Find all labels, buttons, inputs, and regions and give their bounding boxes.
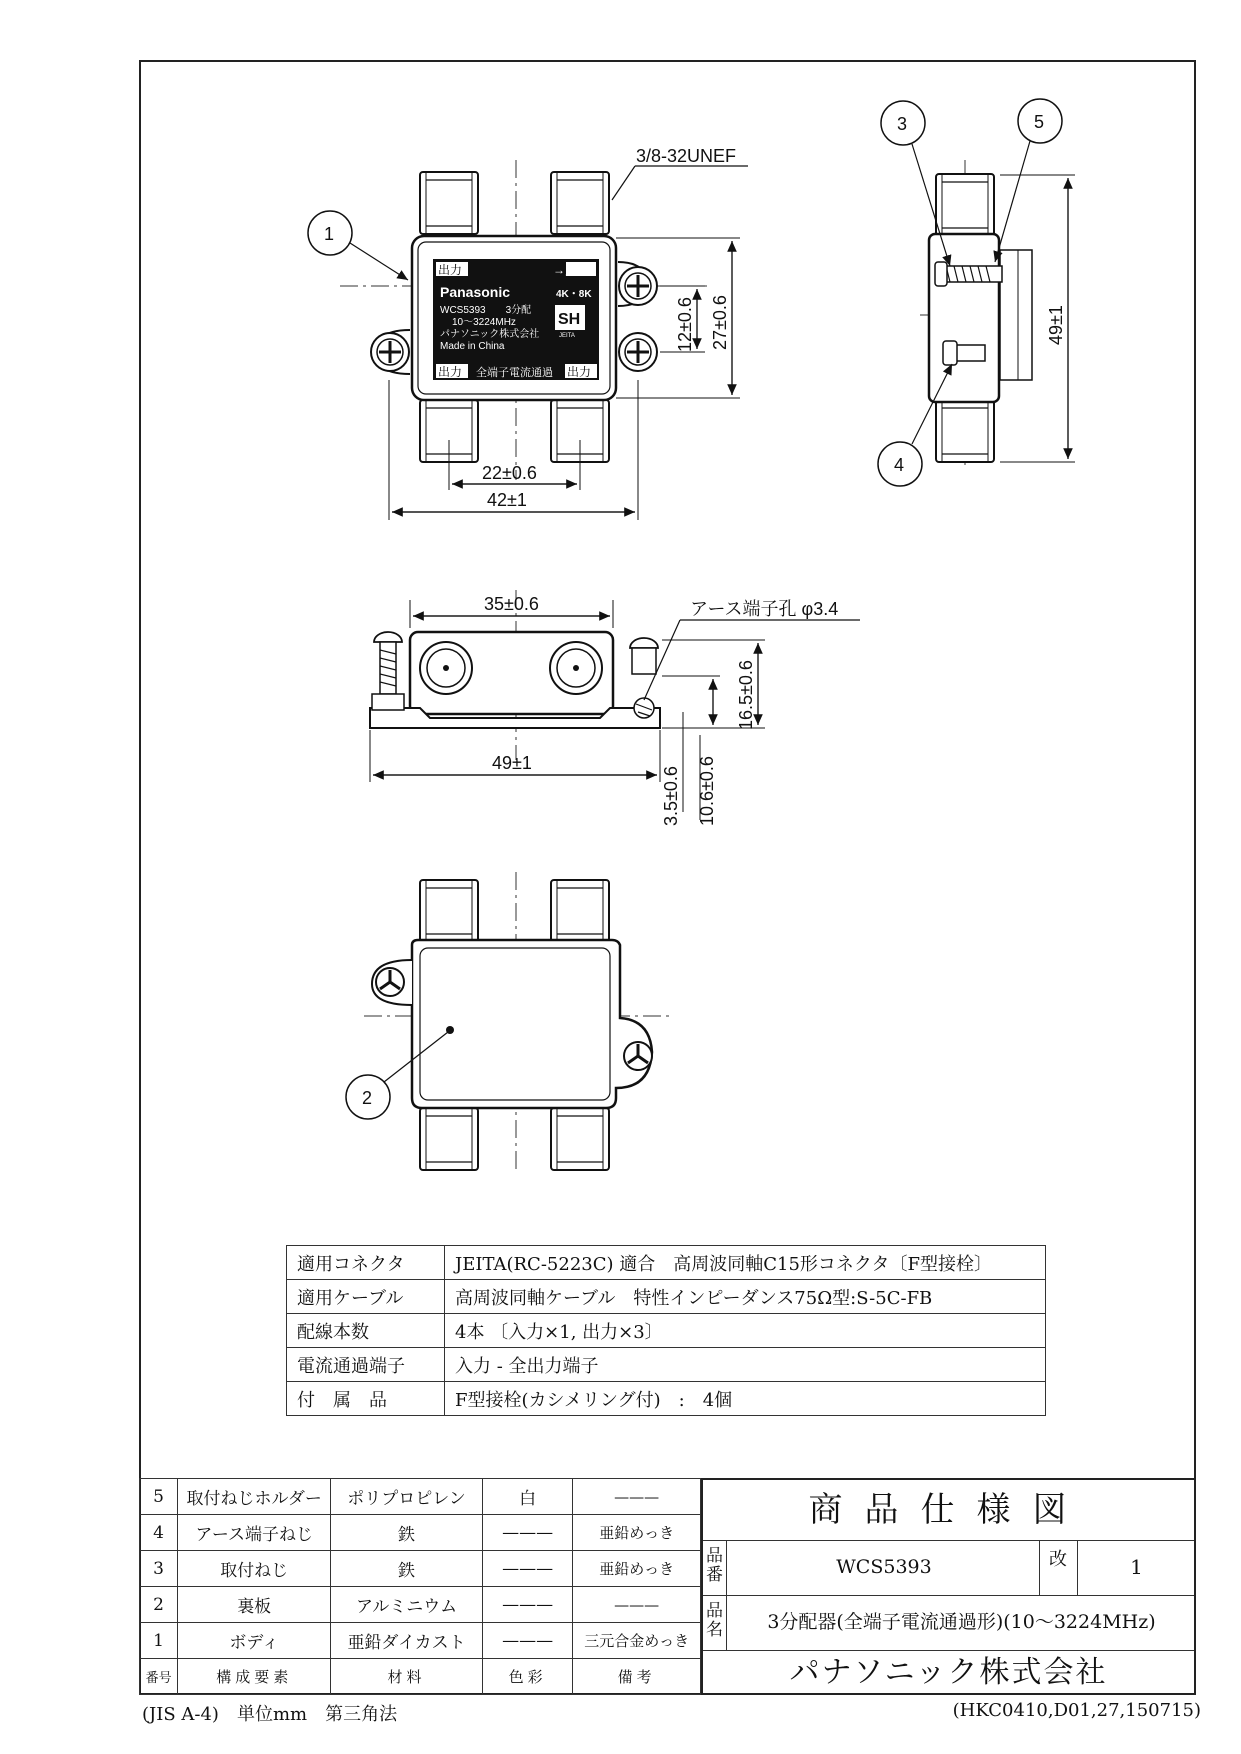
company-name: パナソニック株式会社 [789, 1655, 1108, 1690]
part-material: 鉄 [331, 1515, 483, 1551]
part-remark: ——— [573, 1587, 701, 1623]
spec-row [287, 1348, 1046, 1382]
parts-row [140, 1479, 701, 1515]
part-number-row [703, 1540, 1194, 1596]
maker-line: パナソニック株式会社 [440, 329, 540, 340]
part-material: 鉄 [331, 1551, 483, 1587]
earth-hole-label: アース端子孔 φ3.4 [690, 599, 839, 619]
title-block [701, 1478, 1196, 1695]
front-dim-49: 49±1 [492, 753, 532, 773]
spec-value: JEITA(RC-5223C) 適合 高周波同軸C15形コネクタ〔F型接栓〕 [445, 1246, 1046, 1280]
header-name: 構成要素 [178, 1659, 331, 1695]
spec-table [286, 1245, 1046, 1416]
parts-row [140, 1587, 701, 1623]
part-color: ——— [482, 1587, 573, 1623]
spec-row [287, 1382, 1046, 1416]
label-out-tl: 出力 [438, 263, 463, 277]
spec-value: 入力 - 全出力端子 [445, 1348, 1046, 1382]
model-line: WCS5393 3分配 [440, 305, 532, 316]
part-no-label: 品番 [703, 1540, 727, 1595]
spec-key: 適用ケーブル [287, 1280, 445, 1314]
revision-label: 改 [1039, 1540, 1078, 1595]
header-material: 材料 [331, 1659, 483, 1695]
origin-line: Made in China [440, 341, 505, 352]
part-remark: 亜鉛めっき [573, 1551, 701, 1587]
parts-row [140, 1551, 701, 1587]
spec-row [287, 1280, 1046, 1314]
freq-line: 10～3224MHz [452, 317, 516, 328]
brand-logo: Panasonic [440, 284, 511, 300]
bottom-view [346, 872, 670, 1172]
revision-value: 1 [1130, 1555, 1143, 1579]
part-no: 5 [140, 1479, 178, 1515]
front-dim-10-6: 10.6±0.6 [697, 756, 717, 826]
parts-row [140, 1515, 701, 1551]
jeita-mark: JEITA [559, 333, 575, 339]
dim-27: 27±0.6 [710, 295, 730, 350]
part-name: 取付ねじホルダー [178, 1479, 331, 1515]
front-view [370, 590, 860, 826]
parts-row [140, 1623, 701, 1659]
callout-4: 4 [894, 455, 905, 475]
front-dim-3-5: 3.5±0.6 [661, 766, 681, 826]
product-name: 3分配器(全端子電流通過形)(10～3224MHz) [767, 1611, 1156, 1633]
spec-value: 高周波同軸ケーブル 特性インピーダンス75Ω型:S-5C-FB [445, 1280, 1046, 1314]
part-name: 裏板 [178, 1587, 331, 1623]
header-remark: 備考 [573, 1659, 701, 1695]
part-name: ボディ [178, 1623, 331, 1659]
dim-42: 42±1 [487, 490, 527, 510]
spec-row [287, 1246, 1046, 1280]
part-remark: ——— [573, 1479, 701, 1515]
part-no: 1 [140, 1623, 178, 1659]
callout-3: 3 [897, 114, 908, 134]
label-out-bl: 出力 [438, 365, 463, 379]
dim-22: 22±0.6 [482, 463, 537, 483]
drawing-title: 商品仕様図 [703, 1480, 1194, 1541]
spec-key: 配線本数 [287, 1314, 445, 1348]
spec-row [287, 1314, 1046, 1348]
spec-key: 付 属 品 [287, 1382, 445, 1416]
part-material: 亜鉛ダイカスト [331, 1623, 483, 1659]
part-color: ——— [482, 1623, 573, 1659]
sh-mark: SH [558, 311, 581, 328]
part-no: 4 [140, 1515, 178, 1551]
part-remark: 亜鉛めっき [573, 1515, 701, 1551]
part-name: 取付ねじ [178, 1551, 331, 1587]
thread-spec: 3/8-32UNEF [636, 146, 737, 166]
spec-value: F型接栓(カシメリング付) : 4個 [445, 1382, 1046, 1416]
top-view [308, 146, 748, 520]
parts-header [140, 1659, 701, 1695]
callout-2: 2 [362, 1088, 373, 1108]
spec-key: 適用コネクタ [287, 1246, 445, 1280]
label-all-pass: 全端子電流通過 [476, 367, 553, 379]
spec-value: 4本 〔入力×1, 出力×3〕 [445, 1314, 1046, 1348]
part-material: アルミニウム [331, 1587, 483, 1623]
part-no: 3 [140, 1551, 178, 1587]
part-color: 白 [482, 1479, 573, 1515]
side-dim-49: 49±1 [1046, 305, 1066, 345]
part-no: 2 [140, 1587, 178, 1623]
part-remark: 三元合金めっき [573, 1623, 701, 1659]
footer-left: (JIS A-4) 単位mm 第三角法 [142, 1704, 398, 1725]
label-in: →入力 [553, 263, 590, 277]
parts-table [139, 1478, 701, 1695]
name-label: 品名 [703, 1595, 727, 1650]
part-number: WCS5393 [729, 1540, 1040, 1595]
header-color: 色彩 [482, 1659, 573, 1695]
dim-12: 12±0.6 [675, 297, 695, 352]
spec-key: 電流通過端子 [287, 1348, 445, 1382]
product-name-row [703, 1595, 1194, 1651]
front-dim-35: 35±0.6 [484, 594, 539, 614]
part-material: ポリプロピレン [331, 1479, 483, 1515]
header-no: 番号 [140, 1659, 178, 1695]
part-color: ——— [482, 1551, 573, 1587]
side-view [878, 99, 1075, 486]
part-color: ——— [482, 1515, 573, 1551]
front-dim-16-5: 16.5±0.6 [736, 660, 756, 730]
label-out-br: 出力 [567, 365, 592, 379]
part-name: アース端子ねじ [178, 1515, 331, 1551]
callout-5: 5 [1034, 112, 1045, 132]
badge-4k8k: 4K・8K [556, 289, 592, 300]
callout-1: 1 [324, 224, 335, 244]
footer-right: (HKC0410,D01,27,150715) [952, 1700, 1201, 1721]
